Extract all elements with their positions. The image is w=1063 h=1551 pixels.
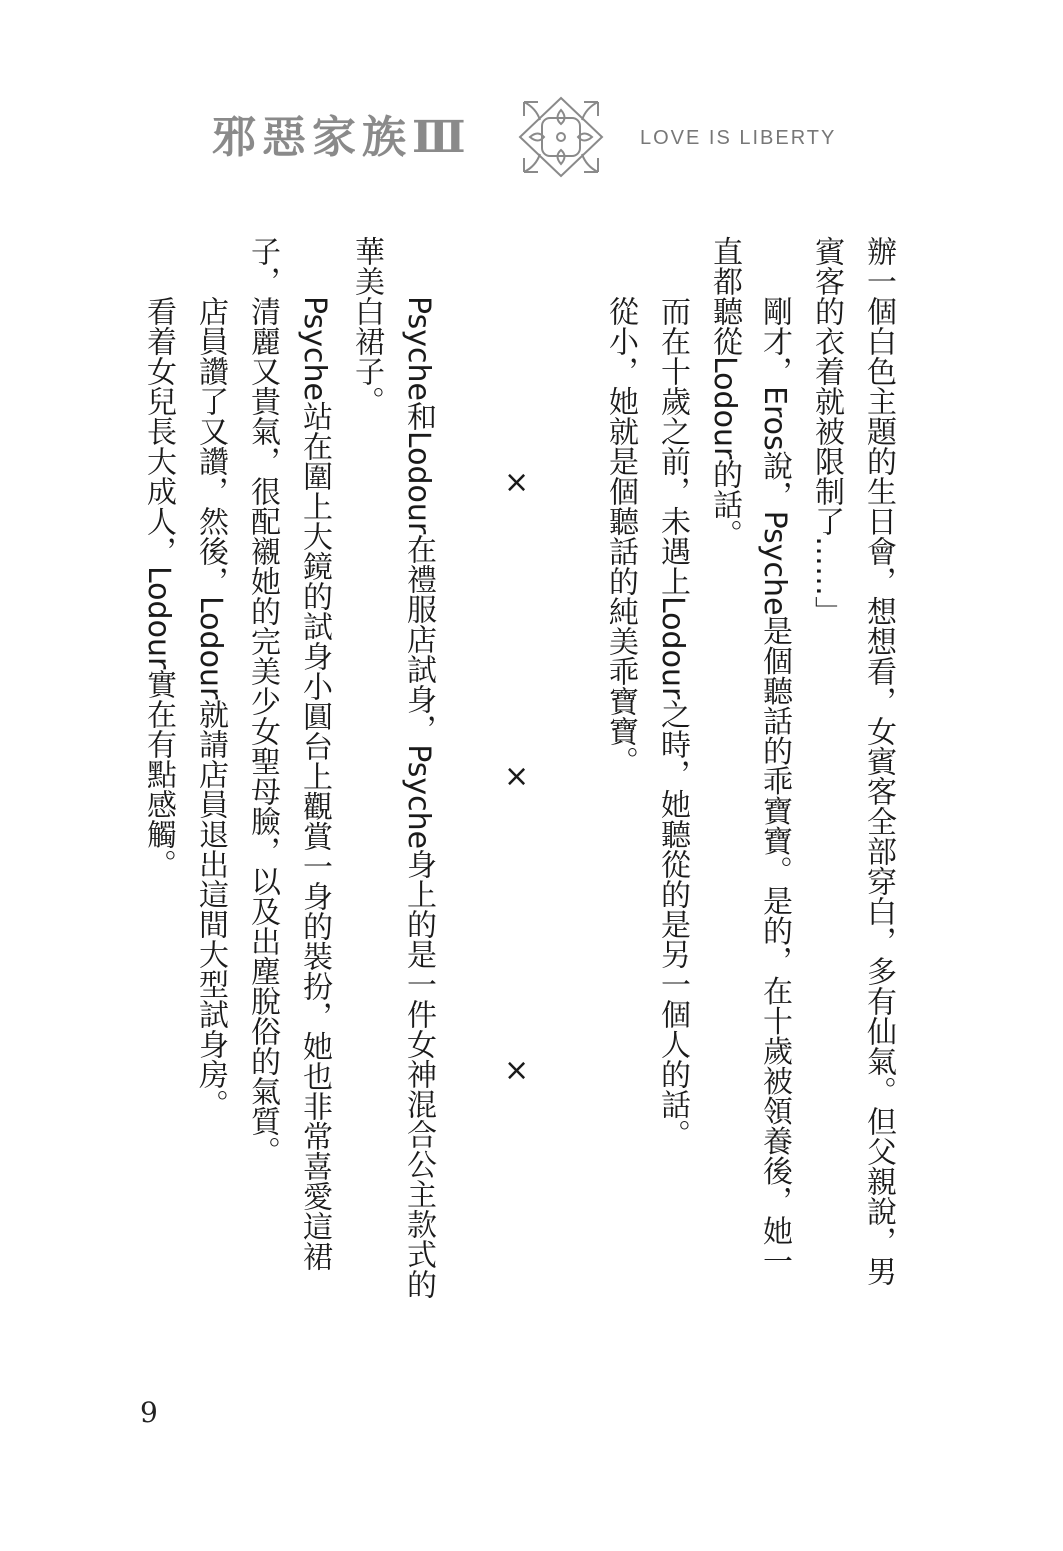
text-column: 辦一個白色主題的生日會，想想看，女賓客全部穿白，多有仙氣。但父親說，男 — [861, 236, 896, 1286]
text-column: 剛才，Eros說，Psyche是個聽話的乖寶寶。是的，在十歲被領養後，她一 — [757, 296, 792, 1276]
text-column: Psyche和Lodour在禮服店試身，Psyche身上的是一件女神混合公主款式的 — [401, 296, 436, 1300]
scene-separator-mark: × — [504, 1053, 530, 1088]
text-column: 直都聽從Lodour的話。 — [707, 236, 742, 550]
text-column: 華美白裙子。 — [349, 236, 384, 416]
text-column: Psyche站在圍上大鏡的試身小圓台上觀賞一身的裝扮，她也非常喜愛這裙 — [297, 296, 332, 1271]
text-column: 看着女兒長大成人，Lodour實在有點感觸。 — [141, 296, 176, 880]
page-number: 9 — [140, 1396, 158, 1429]
text-column: 而在十歲之前，未遇上Lodour之時，她聽從的是另一個人的話。 — [655, 296, 690, 1150]
text-column: 從小，她就是個聽話的純美乖寶寶。 — [603, 296, 638, 776]
book-subtitle: LOVE IS LIBERTY — [640, 127, 837, 149]
ornament-frame-icon — [516, 94, 606, 180]
text-column: 店員讚了又讚，然後，Lodour就請店員退出這間大型試身房。 — [193, 296, 228, 1120]
text-column: 賓客的衣着就被限制了……」 — [809, 236, 844, 626]
text-column: 子，清麗又貴氣，很配襯她的完美少女聖母臉，以及出塵脫俗的氣質。 — [245, 236, 280, 1166]
book-title: 邪惡家族Ⅲ — [212, 112, 472, 163]
scene-separator-mark: × — [504, 465, 530, 500]
scene-separator-mark: × — [504, 759, 530, 794]
